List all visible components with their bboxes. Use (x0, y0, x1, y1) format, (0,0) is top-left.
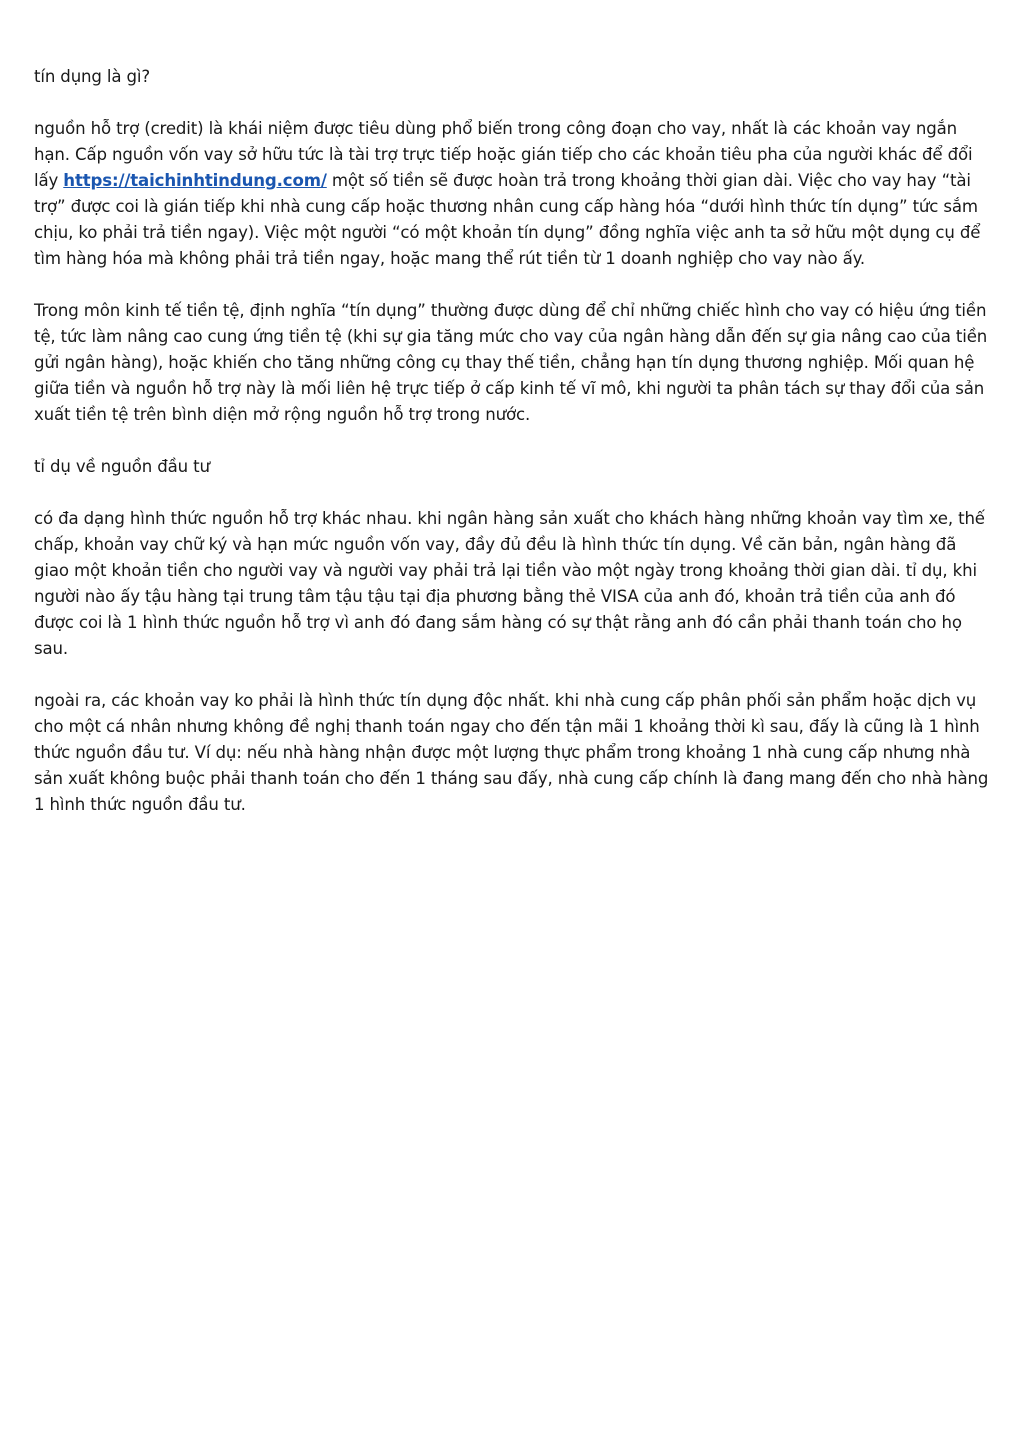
paragraph-text: một số tiền sẽ được hoàn trả trong khoảng thời gian dài. Việc cho vay hay “tài trợ” được coi là gián tiếp khi nhà cung cấp hoặc thương nhân cung cấp hàng hóa “dưới hình thức tín dụng” tức sắm chịu, ko phải trả tiền ngay). Việc một người “có một khoản tín dụng” đồng nghĩa việc anh ta sở hữu một dụng cụ để tìm hàng hóa mà không phải trả tiền ngay, hoặc mang thể rút tiền từ 1 doanh nghiệp cho vay nào ấy. (34, 171, 981, 268)
paragraph-text: nguồn hỗ trợ (credit) là khái niệm được tiêu dùng phổ biến trong công đoạn cho vay, nhất là các khoản vay ngắn hạn. Cấp nguồn vốn vay sở hữu tức là tài trợ trực tiếp hoặc gián tiếp cho các khoản tiêu pha của người khác để đổi lấy (34, 119, 973, 190)
heading-credit-examples: tỉ dụ về nguồn đầu tư (34, 457, 210, 476)
paragraph-credit-definition (34, 116, 992, 272)
paragraph-trade-credit: ngoài ra, các khoản vay ko phải là hình thức tín dụng độc nhất. khi nhà cung cấp phân phối sản phẩm hoặc dịch vụ cho một cá nhân nhưng không đề nghị thanh toán ngay cho đến tận mãi 1 khoảng thời kì sau, đấy là cũng là 1 hình thức nguồn đầu tư. Ví dụ: nếu nhà hàng nhận được một lượng thực phẩm trong khoảng 1 nhà cung cấp nhưng nhà sản xuất không buộc phải thanh toán cho đến 1 tháng sau đấy, nhà cung cấp chính là đang mang đến cho nhà hàng 1 hình thức nguồn đầu tư. (34, 691, 989, 814)
paragraph-credit-forms: có đa dạng hình thức nguồn hỗ trợ khác nhau. khi ngân hàng sản xuất cho khách hàng những khoản vay tìm xe, thế chấp, khoản vay chữ ký và hạn mức nguồn vốn vay, đầy đủ đều là hình thức tín dụng. Về căn bản, ngân hàng đã giao một khoản tiền cho người vay và người vay phải trả lại tiền vào một ngày trong khoảng thời gian dài. tỉ dụ, khi người nào ấy tậu hàng tại trung tâm tậu tậu tại địa phương bằng thẻ VISA của anh đó, khoản trả tiền của anh đó được coi là 1 hình thức nguồn hỗ trợ vì anh đó đang sắm hàng có sự thật rằng anh đó cần phải thanh toán cho họ sau. (34, 509, 985, 658)
paragraph-monetary-economics: Trong môn kinh tế tiền tệ, định nghĩa “tín dụng” thường được dùng để chỉ những chiếc hình cho vay có hiệu ứng tiền tệ, tức làm nâng cao cung ứng tiền tệ (khi sự gia tăng mức cho vay của ngân hàng dẫn đến sự gia nâng cao của tiền gửi ngân hàng), hoặc khiến cho tăng những công cụ thay thế tiền, chẳng hạn tín dụng thương nghiệp. Mối quan hệ giữa tiền và nguồn hỗ trợ này là mối liên hệ trực tiếp ở cấp kinh tế vĩ mô, khi người ta phân tách sự thay đổi của sản xuất tiền tệ trên bình diện mở rộng nguồn hỗ trợ trong nước. (34, 301, 988, 424)
taichinhtindung-link[interactable]: https://taichinhtindung.com/ (63, 171, 327, 190)
document-body (34, 64, 992, 844)
heading-what-is-credit: tín dụng là gì? (34, 67, 151, 86)
